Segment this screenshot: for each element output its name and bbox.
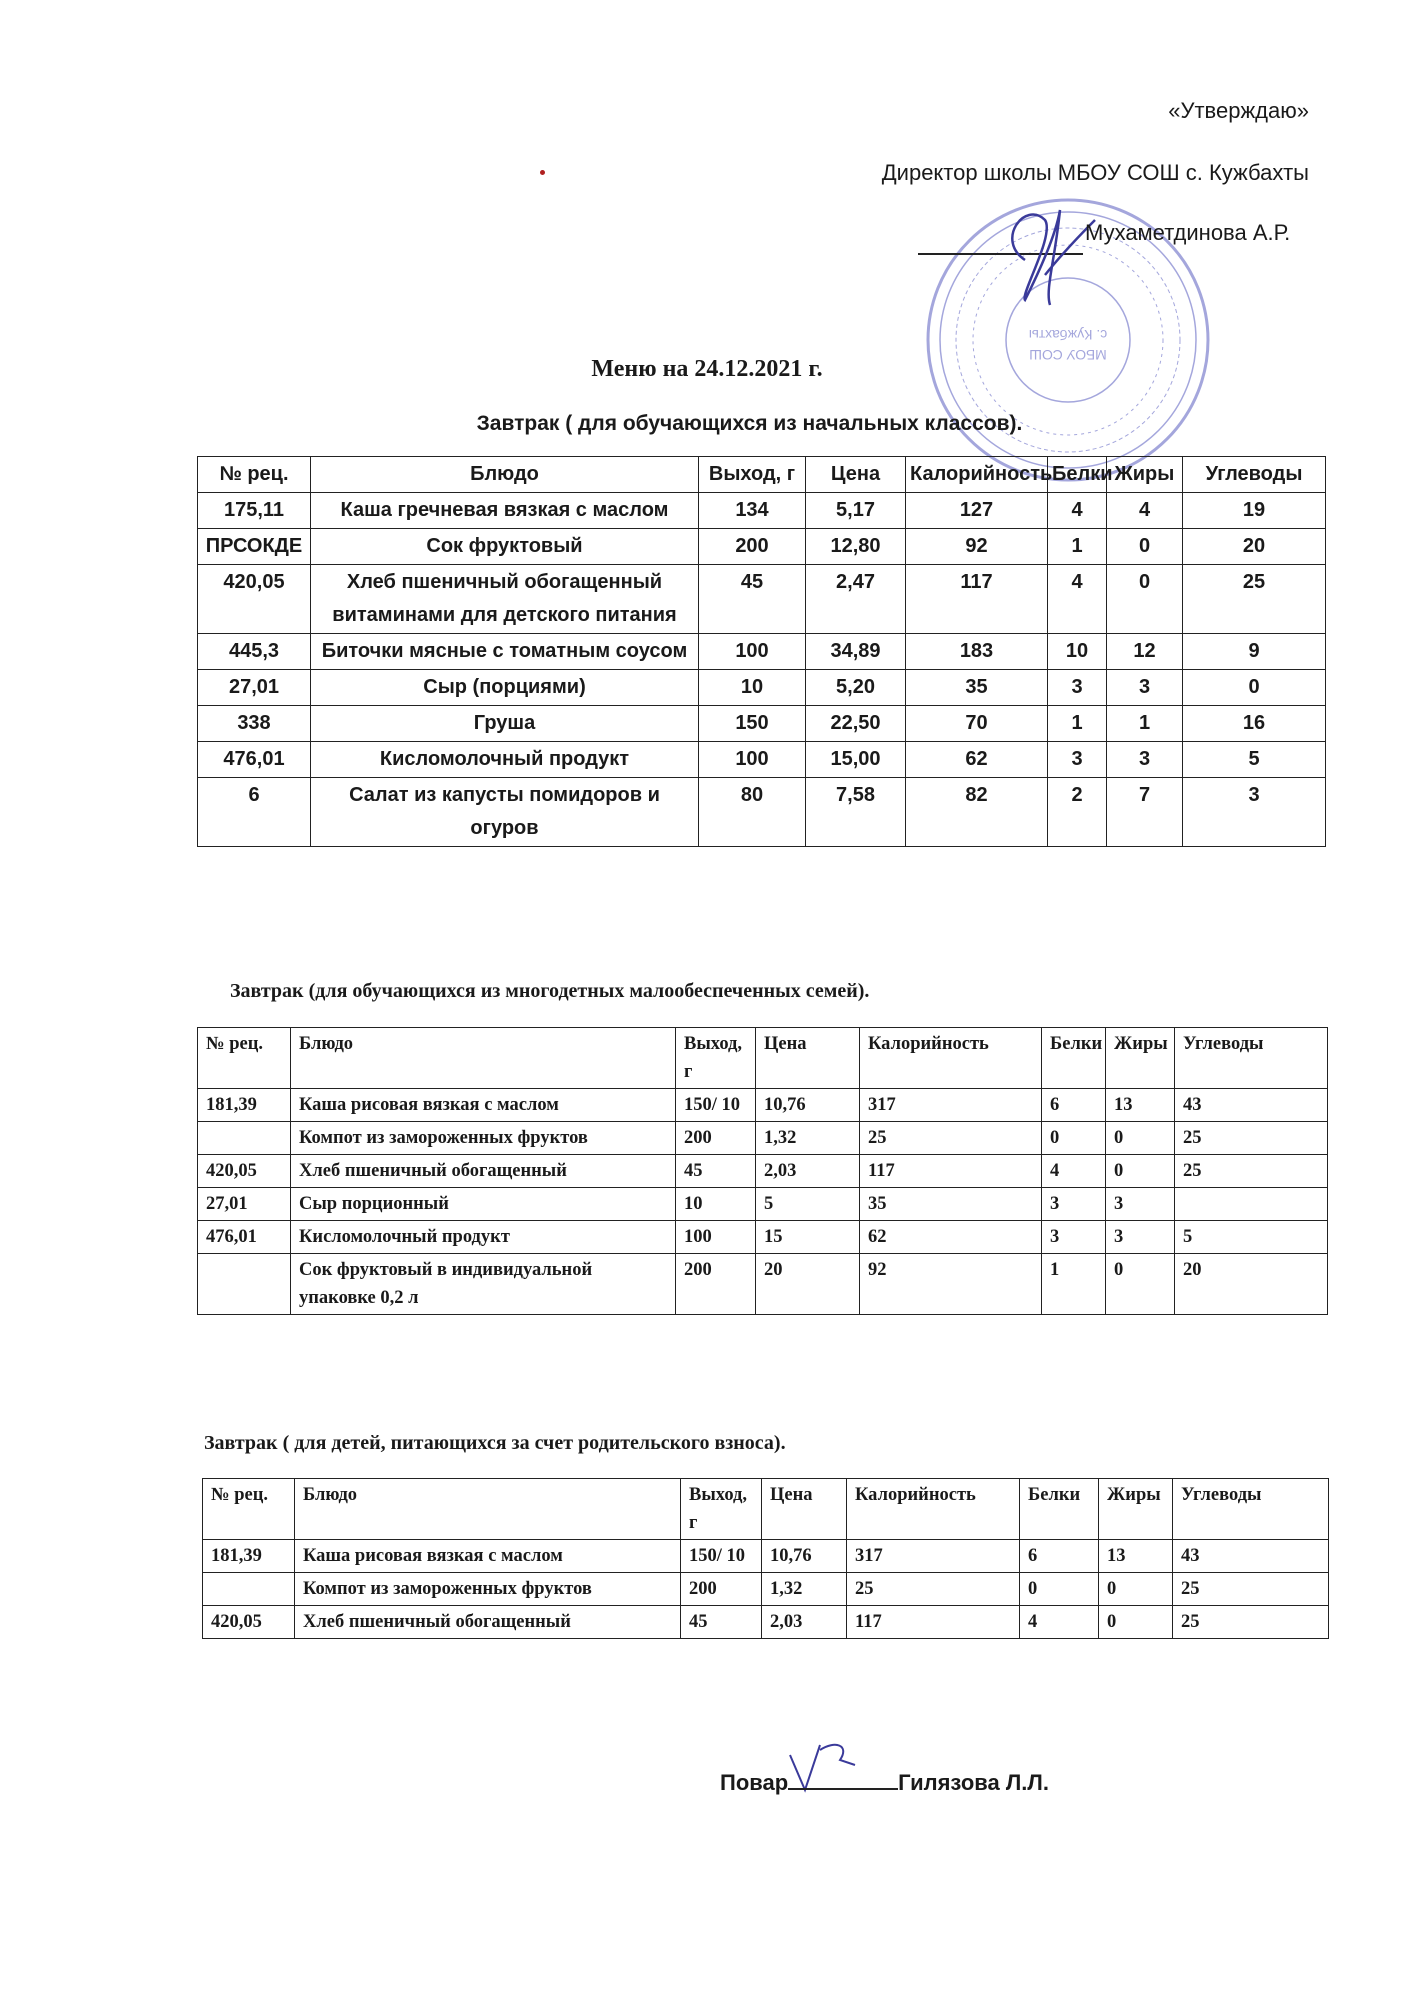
cell-calories: 92 bbox=[906, 529, 1048, 565]
column-header-dish: Блюдо bbox=[295, 1479, 681, 1540]
column-header-price: Цена bbox=[806, 457, 906, 493]
cell-carbs: 5 bbox=[1183, 742, 1326, 778]
menu-table-parent-paid bbox=[202, 1478, 1329, 1639]
cell-calories: 317 bbox=[860, 1089, 1042, 1122]
cell-carbs: 16 bbox=[1183, 706, 1326, 742]
cell-price: 1,32 bbox=[756, 1122, 860, 1155]
cell-dish: Груша bbox=[311, 706, 699, 742]
cell-protein: 0 bbox=[1042, 1122, 1106, 1155]
cell-carbs bbox=[1175, 1188, 1328, 1221]
cell-carbs: 20 bbox=[1175, 1254, 1328, 1315]
page-title: Меню на 24.12.2021 г. bbox=[591, 356, 823, 382]
cell-calories: 183 bbox=[906, 634, 1048, 670]
section-caption-primary: Завтрак ( для обучающихся из начальных классов). bbox=[476, 412, 1023, 435]
cell-carbs: 25 bbox=[1183, 565, 1326, 634]
column-header-dish: Блюдо bbox=[311, 457, 699, 493]
cell-price: 15,00 bbox=[806, 742, 906, 778]
cell-protein: 1 bbox=[1042, 1254, 1106, 1315]
column-header-protein: Белки bbox=[1042, 1028, 1106, 1089]
table-row bbox=[198, 778, 1326, 847]
cell-dish: Хлеб пшеничный обогащенный витаминами для детского питания bbox=[311, 565, 699, 634]
table-row bbox=[198, 565, 1326, 634]
cell-carbs: 25 bbox=[1175, 1155, 1328, 1188]
cell-fat: 1 bbox=[1107, 706, 1183, 742]
svg-text:с. Кужбахты: с. Кужбахты bbox=[1028, 327, 1108, 343]
column-header-calories: Калорийность bbox=[906, 457, 1048, 493]
cell-recipe-number: 445,3 bbox=[198, 634, 311, 670]
cook-signature-line bbox=[720, 1770, 1049, 1796]
director-title: Директор школы МБОУ СОШ с. Кужбахты bbox=[881, 160, 1309, 185]
cell-recipe-number: 420,05 bbox=[203, 1606, 295, 1639]
cell-recipe-number bbox=[203, 1573, 295, 1606]
cell-fat: 13 bbox=[1099, 1540, 1173, 1573]
column-header-yield: Выход, г bbox=[699, 457, 806, 493]
cell-price: 5 bbox=[756, 1188, 860, 1221]
cell-yield: 80 bbox=[699, 778, 806, 847]
cell-recipe-number: 476,01 bbox=[198, 742, 311, 778]
table-row bbox=[203, 1573, 1329, 1606]
cell-protein: 1 bbox=[1048, 529, 1107, 565]
cell-carbs: 25 bbox=[1173, 1606, 1329, 1639]
cell-yield: 45 bbox=[681, 1606, 762, 1639]
table-row bbox=[198, 529, 1326, 565]
cell-calories: 35 bbox=[906, 670, 1048, 706]
cell-dish: Каша гречневая вязкая с маслом bbox=[311, 493, 699, 529]
ink-dot bbox=[540, 170, 545, 175]
cell-fat: 3 bbox=[1107, 742, 1183, 778]
cell-protein: 3 bbox=[1048, 670, 1107, 706]
cell-recipe-number bbox=[198, 1254, 291, 1315]
cell-carbs: 25 bbox=[1173, 1573, 1329, 1606]
cell-fat: 3 bbox=[1106, 1221, 1175, 1254]
cell-recipe-number: 181,39 bbox=[198, 1089, 291, 1122]
cell-yield: 150/ 10 bbox=[676, 1089, 756, 1122]
cell-fat: 0 bbox=[1106, 1254, 1175, 1315]
cell-protein: 0 bbox=[1020, 1573, 1099, 1606]
cell-protein: 3 bbox=[1048, 742, 1107, 778]
cell-protein: 6 bbox=[1042, 1089, 1106, 1122]
cell-price: 2,47 bbox=[806, 565, 906, 634]
cell-dish: Сок фруктовый в индивидуальной упаковке 0,2 л bbox=[291, 1254, 676, 1315]
cell-carbs: 9 bbox=[1183, 634, 1326, 670]
cell-recipe-number: 420,05 bbox=[198, 565, 311, 634]
cell-fat: 0 bbox=[1107, 565, 1183, 634]
table-row bbox=[198, 493, 1326, 529]
table-header-row bbox=[198, 1028, 1328, 1089]
cell-price: 5,17 bbox=[806, 493, 906, 529]
cell-calories: 62 bbox=[860, 1221, 1042, 1254]
cell-yield: 200 bbox=[676, 1254, 756, 1315]
cell-protein: 2 bbox=[1048, 778, 1107, 847]
cell-price: 2,03 bbox=[756, 1155, 860, 1188]
cell-protein: 4 bbox=[1042, 1155, 1106, 1188]
cell-dish: Компот из замороженных фруктов bbox=[291, 1122, 676, 1155]
cell-yield: 200 bbox=[681, 1573, 762, 1606]
cell-yield: 100 bbox=[676, 1221, 756, 1254]
cell-dish: Хлеб пшеничный обогащенный bbox=[295, 1606, 681, 1639]
cell-yield: 10 bbox=[676, 1188, 756, 1221]
section-caption-parent-paid: Завтрак ( для детей, питающихся за счет родительского взноса). bbox=[204, 1432, 786, 1454]
table-row bbox=[198, 742, 1326, 778]
table-header-row bbox=[203, 1479, 1329, 1540]
approval-heading: «Утверждаю» bbox=[1168, 98, 1309, 123]
cell-carbs: 19 bbox=[1183, 493, 1326, 529]
cell-calories: 117 bbox=[906, 565, 1048, 634]
cell-protein: 3 bbox=[1042, 1221, 1106, 1254]
cell-calories: 82 bbox=[906, 778, 1048, 847]
cell-carbs: 43 bbox=[1173, 1540, 1329, 1573]
column-header-protein: Белки bbox=[1048, 457, 1107, 493]
cell-carbs: 20 bbox=[1183, 529, 1326, 565]
cell-price: 34,89 bbox=[806, 634, 906, 670]
cell-recipe-number bbox=[198, 1122, 291, 1155]
column-header-carbs: Углеводы bbox=[1173, 1479, 1329, 1540]
cell-yield: 100 bbox=[699, 742, 806, 778]
cell-price: 5,20 bbox=[806, 670, 906, 706]
cell-dish: Сыр порционный bbox=[291, 1188, 676, 1221]
table-header-row bbox=[198, 457, 1326, 493]
column-header-fat: Жиры bbox=[1106, 1028, 1175, 1089]
cell-fat: 0 bbox=[1106, 1155, 1175, 1188]
svg-text:МБОУ СОШ: МБОУ СОШ bbox=[1029, 347, 1107, 363]
cell-fat: 7 bbox=[1107, 778, 1183, 847]
cell-calories: 117 bbox=[860, 1155, 1042, 1188]
table-row bbox=[198, 1254, 1328, 1315]
cell-protein: 10 bbox=[1048, 634, 1107, 670]
table-row bbox=[198, 670, 1326, 706]
cell-fat: 0 bbox=[1099, 1606, 1173, 1639]
column-header-recipe-number: № рец. bbox=[198, 457, 311, 493]
cell-price: 2,03 bbox=[762, 1606, 847, 1639]
cell-dish: Каша рисовая вязкая с маслом bbox=[295, 1540, 681, 1573]
cell-yield: 100 bbox=[699, 634, 806, 670]
table-row bbox=[198, 1221, 1328, 1254]
column-header-carbs: Углеводы bbox=[1183, 457, 1326, 493]
director-name: Мухаметдинова А.Р. bbox=[1085, 220, 1291, 245]
cell-yield: 45 bbox=[699, 565, 806, 634]
cook-name: Гилязова Л.Л. bbox=[898, 1770, 1049, 1795]
cell-price: 20 bbox=[756, 1254, 860, 1315]
column-header-dish: Блюдо bbox=[291, 1028, 676, 1089]
table-row bbox=[203, 1540, 1329, 1573]
cell-yield: 10 bbox=[699, 670, 806, 706]
cell-recipe-number: 420,05 bbox=[198, 1155, 291, 1188]
cell-calories: 70 bbox=[906, 706, 1048, 742]
cell-fat: 3 bbox=[1106, 1188, 1175, 1221]
section-caption-large-families: Завтрак (для обучающихся из многодетных малообеспеченных семей). bbox=[230, 980, 870, 1002]
column-header-calories: Калорийность bbox=[847, 1479, 1020, 1540]
cell-dish: Хлеб пшеничный обогащенный bbox=[291, 1155, 676, 1188]
cell-price: 7,58 bbox=[806, 778, 906, 847]
cell-recipe-number: 27,01 bbox=[198, 1188, 291, 1221]
cell-dish: Сок фруктовый bbox=[311, 529, 699, 565]
cell-calories: 25 bbox=[847, 1573, 1020, 1606]
cell-price: 10,76 bbox=[762, 1540, 847, 1573]
column-header-yield: Выход, г bbox=[676, 1028, 756, 1089]
cell-protein: 4 bbox=[1048, 565, 1107, 634]
column-header-price: Цена bbox=[762, 1479, 847, 1540]
cell-yield: 200 bbox=[676, 1122, 756, 1155]
cell-dish: Салат из капусты помидоров и огуров bbox=[311, 778, 699, 847]
cell-calories: 117 bbox=[847, 1606, 1020, 1639]
cell-calories: 25 bbox=[860, 1122, 1042, 1155]
cell-carbs: 43 bbox=[1175, 1089, 1328, 1122]
cell-price: 1,32 bbox=[762, 1573, 847, 1606]
cell-protein: 3 bbox=[1042, 1188, 1106, 1221]
cell-dish: Каша рисовая вязкая с маслом bbox=[291, 1089, 676, 1122]
cell-recipe-number: 181,39 bbox=[203, 1540, 295, 1573]
cell-price: 15 bbox=[756, 1221, 860, 1254]
cell-dish: Компот из замороженных фруктов bbox=[295, 1573, 681, 1606]
cell-carbs: 25 bbox=[1175, 1122, 1328, 1155]
column-header-recipe-number: № рец. bbox=[203, 1479, 295, 1540]
cell-recipe-number: 27,01 bbox=[198, 670, 311, 706]
cell-fat: 0 bbox=[1106, 1122, 1175, 1155]
cell-fat: 4 bbox=[1107, 493, 1183, 529]
cell-protein: 6 bbox=[1020, 1540, 1099, 1573]
cell-dish: Биточки мясные с томатным соусом bbox=[311, 634, 699, 670]
cell-dish: Кисломолочный продукт bbox=[311, 742, 699, 778]
cell-fat: 3 bbox=[1107, 670, 1183, 706]
cell-carbs: 3 bbox=[1183, 778, 1326, 847]
director-signature bbox=[985, 200, 1105, 310]
column-header-fat: Жиры bbox=[1107, 457, 1183, 493]
cell-calories: 92 bbox=[860, 1254, 1042, 1315]
table-row bbox=[198, 634, 1326, 670]
cell-recipe-number: 6 bbox=[198, 778, 311, 847]
cell-price: 22,50 bbox=[806, 706, 906, 742]
signature-blank bbox=[788, 1788, 898, 1790]
cell-recipe-number: 476,01 bbox=[198, 1221, 291, 1254]
column-header-fat: Жиры bbox=[1099, 1479, 1173, 1540]
table-row bbox=[198, 1122, 1328, 1155]
cell-recipe-number: 175,11 bbox=[198, 493, 311, 529]
cell-protein: 4 bbox=[1020, 1606, 1099, 1639]
table-row bbox=[198, 706, 1326, 742]
cell-price: 12,80 bbox=[806, 529, 906, 565]
cell-carbs: 0 bbox=[1183, 670, 1326, 706]
cell-calories: 317 bbox=[847, 1540, 1020, 1573]
cell-recipe-number: 338 bbox=[198, 706, 311, 742]
cell-yield: 150/ 10 bbox=[681, 1540, 762, 1573]
cell-fat: 13 bbox=[1106, 1089, 1175, 1122]
table-row bbox=[198, 1089, 1328, 1122]
table-row bbox=[203, 1606, 1329, 1639]
table-row bbox=[198, 1155, 1328, 1188]
cell-calories: 127 bbox=[906, 493, 1048, 529]
column-header-yield: Выход, г bbox=[681, 1479, 762, 1540]
cell-yield: 134 bbox=[699, 493, 806, 529]
column-header-recipe-number: № рец. bbox=[198, 1028, 291, 1089]
column-header-price: Цена bbox=[756, 1028, 860, 1089]
cook-label: Повар bbox=[720, 1770, 789, 1795]
cell-calories: 62 bbox=[906, 742, 1048, 778]
column-header-calories: Калорийность bbox=[860, 1028, 1042, 1089]
cell-calories: 35 bbox=[860, 1188, 1042, 1221]
cell-recipe-number: ПРСОКДЕ bbox=[198, 529, 311, 565]
menu-table-large-families bbox=[197, 1027, 1328, 1315]
cell-dish: Кисломолочный продукт bbox=[291, 1221, 676, 1254]
column-header-carbs: Углеводы bbox=[1175, 1028, 1328, 1089]
cell-fat: 12 bbox=[1107, 634, 1183, 670]
menu-table-primary bbox=[197, 456, 1326, 847]
cell-protein: 1 bbox=[1048, 706, 1107, 742]
cell-yield: 200 bbox=[699, 529, 806, 565]
table-row bbox=[198, 1188, 1328, 1221]
cell-fat: 0 bbox=[1099, 1573, 1173, 1606]
cell-yield: 150 bbox=[699, 706, 806, 742]
cell-carbs: 5 bbox=[1175, 1221, 1328, 1254]
column-header-protein: Белки bbox=[1020, 1479, 1099, 1540]
cell-protein: 4 bbox=[1048, 493, 1107, 529]
cell-yield: 45 bbox=[676, 1155, 756, 1188]
cell-dish: Сыр (порциями) bbox=[311, 670, 699, 706]
cell-fat: 0 bbox=[1107, 529, 1183, 565]
cell-price: 10,76 bbox=[756, 1089, 860, 1122]
